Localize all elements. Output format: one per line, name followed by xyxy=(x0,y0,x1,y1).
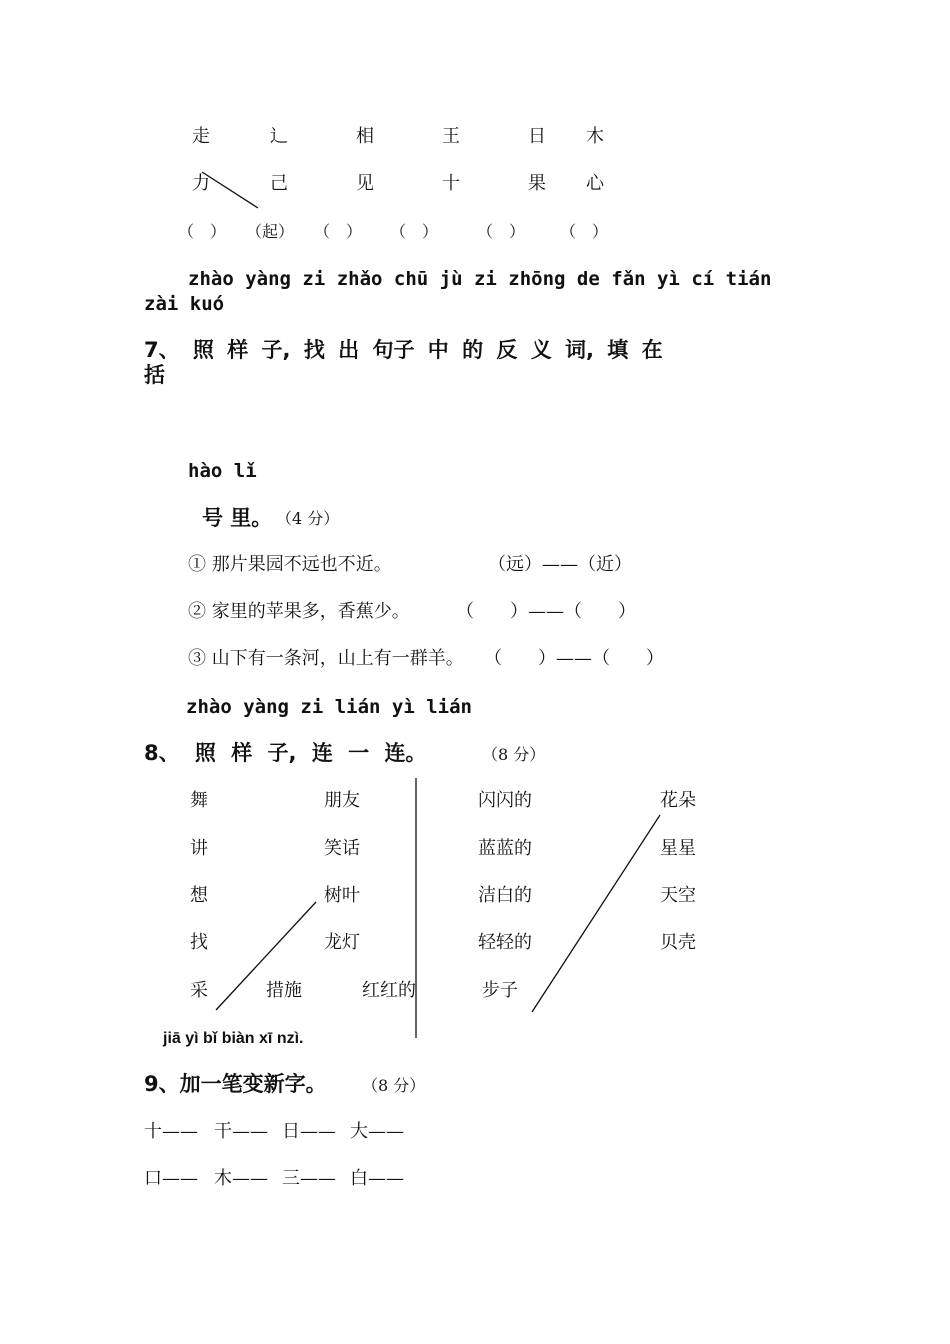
radical-1-4: 王 xyxy=(442,126,460,147)
radical-match-line xyxy=(202,172,258,208)
q7-item-3-answer[interactable]: （ ）——（ ） xyxy=(484,648,664,669)
radical-2-3: 见 xyxy=(356,173,374,194)
object-item: 花朵 xyxy=(660,790,696,811)
object-item: 星星 xyxy=(660,838,696,859)
adj-item: 红红的 xyxy=(362,980,416,1001)
q9-char-blank[interactable]: 三—— xyxy=(282,1168,336,1189)
radical-1-1: 走 xyxy=(192,126,210,147)
verb-item: 舞 xyxy=(190,790,208,811)
radical-1-3: 相 xyxy=(356,126,374,147)
q8-title: 8、 照 样 子, 连 一 连。 xyxy=(144,741,427,765)
verb-item: 讲 xyxy=(190,838,208,859)
q7-pinyin-line-2: zài kuó xyxy=(144,293,225,315)
q7-item-1-answer[interactable]: （远）——（近） xyxy=(488,554,632,575)
adj-item: 蓝蓝的 xyxy=(478,838,532,859)
object-item: 天空 xyxy=(660,885,696,906)
radical-2-2: 己 xyxy=(270,173,288,194)
verb-item: 采 xyxy=(190,980,208,1001)
q8-match-line-1 xyxy=(216,902,316,1010)
adj-item: 洁白的 xyxy=(478,885,532,906)
q7-pinyin-line-3: hào lǐ xyxy=(188,460,257,482)
q7-title-line-1: 7、 照 样 子, 找 出 句子 中 的 反 义 词, 填 在 xyxy=(144,338,663,362)
q9-char-blank[interactable]: 口—— xyxy=(144,1168,198,1189)
q9-char-blank[interactable]: 木—— xyxy=(214,1168,268,1189)
noun-item: 措施 xyxy=(266,980,302,1001)
noun-item: 笑话 xyxy=(324,838,360,859)
q9-char-blank[interactable]: 日—— xyxy=(282,1121,336,1142)
q7-item-3: ③ 山下有一条河，山上有一群羊。 xyxy=(188,648,464,669)
radical-2-1: 力 xyxy=(192,173,210,194)
radical-2-6: 心 xyxy=(586,173,604,194)
radical-2-4: 十 xyxy=(442,173,460,194)
radical-1-2: 辶 xyxy=(270,126,288,147)
q9-char-blank[interactable]: 干—— xyxy=(214,1121,268,1142)
q9-pinyin: jiā yì bǐ biàn xī nzì. xyxy=(163,1030,304,1047)
answer-blank-1[interactable]: （ ） xyxy=(178,222,227,241)
answer-blank-4[interactable]: （ ） xyxy=(390,222,439,241)
radical-1-6: 木 xyxy=(586,126,604,147)
noun-item: 龙灯 xyxy=(324,932,360,953)
q7-item-2-answer[interactable]: （ ）——（ ） xyxy=(456,601,636,622)
q9-score: （8 分） xyxy=(362,1076,426,1095)
verb-item: 找 xyxy=(190,932,208,953)
adj-item: 闪闪的 xyxy=(478,790,532,811)
object-item: 步子 xyxy=(482,980,518,1001)
answer-blank-6[interactable]: （ ） xyxy=(560,222,609,241)
q8-match-line-2 xyxy=(532,815,660,1012)
object-item: 贝壳 xyxy=(660,932,696,953)
radical-1-5: 日 xyxy=(528,126,546,147)
q9-title: 9、加一笔变新字。 xyxy=(144,1072,327,1096)
answer-blank-3[interactable]: （ ） xyxy=(314,222,363,241)
q7-pinyin-line-1: zhào yàng zi zhǎo chū jù zi zhōng de fǎn yì cí tián xyxy=(188,268,772,290)
q8-score: （8 分） xyxy=(482,745,546,764)
q7-item-1: ① 那片果园不远也不近。 xyxy=(188,554,392,575)
verb-item: 想 xyxy=(190,885,208,906)
noun-item: 朋友 xyxy=(324,790,360,811)
q8-pinyin: zhào yàng zi lián yì lián xyxy=(186,696,472,718)
q7-title-line-2: 括 xyxy=(144,363,165,387)
adj-item: 轻轻的 xyxy=(478,932,532,953)
q9-char-blank[interactable]: 十—— xyxy=(144,1121,198,1142)
answer-blank-2[interactable]: （起） xyxy=(246,222,295,241)
q7-score: （4 分） xyxy=(276,509,340,528)
q7-item-2: ② 家里的苹果多，香蕉少。 xyxy=(188,601,410,622)
q9-char-blank[interactable]: 白—— xyxy=(350,1168,404,1189)
q9-char-blank[interactable]: 大—— xyxy=(350,1121,404,1142)
radical-2-5: 果 xyxy=(528,173,546,194)
noun-item: 树叶 xyxy=(324,885,360,906)
q7-title-line-3: 号 里。 xyxy=(202,506,273,530)
answer-blank-5[interactable]: （ ） xyxy=(477,222,526,241)
